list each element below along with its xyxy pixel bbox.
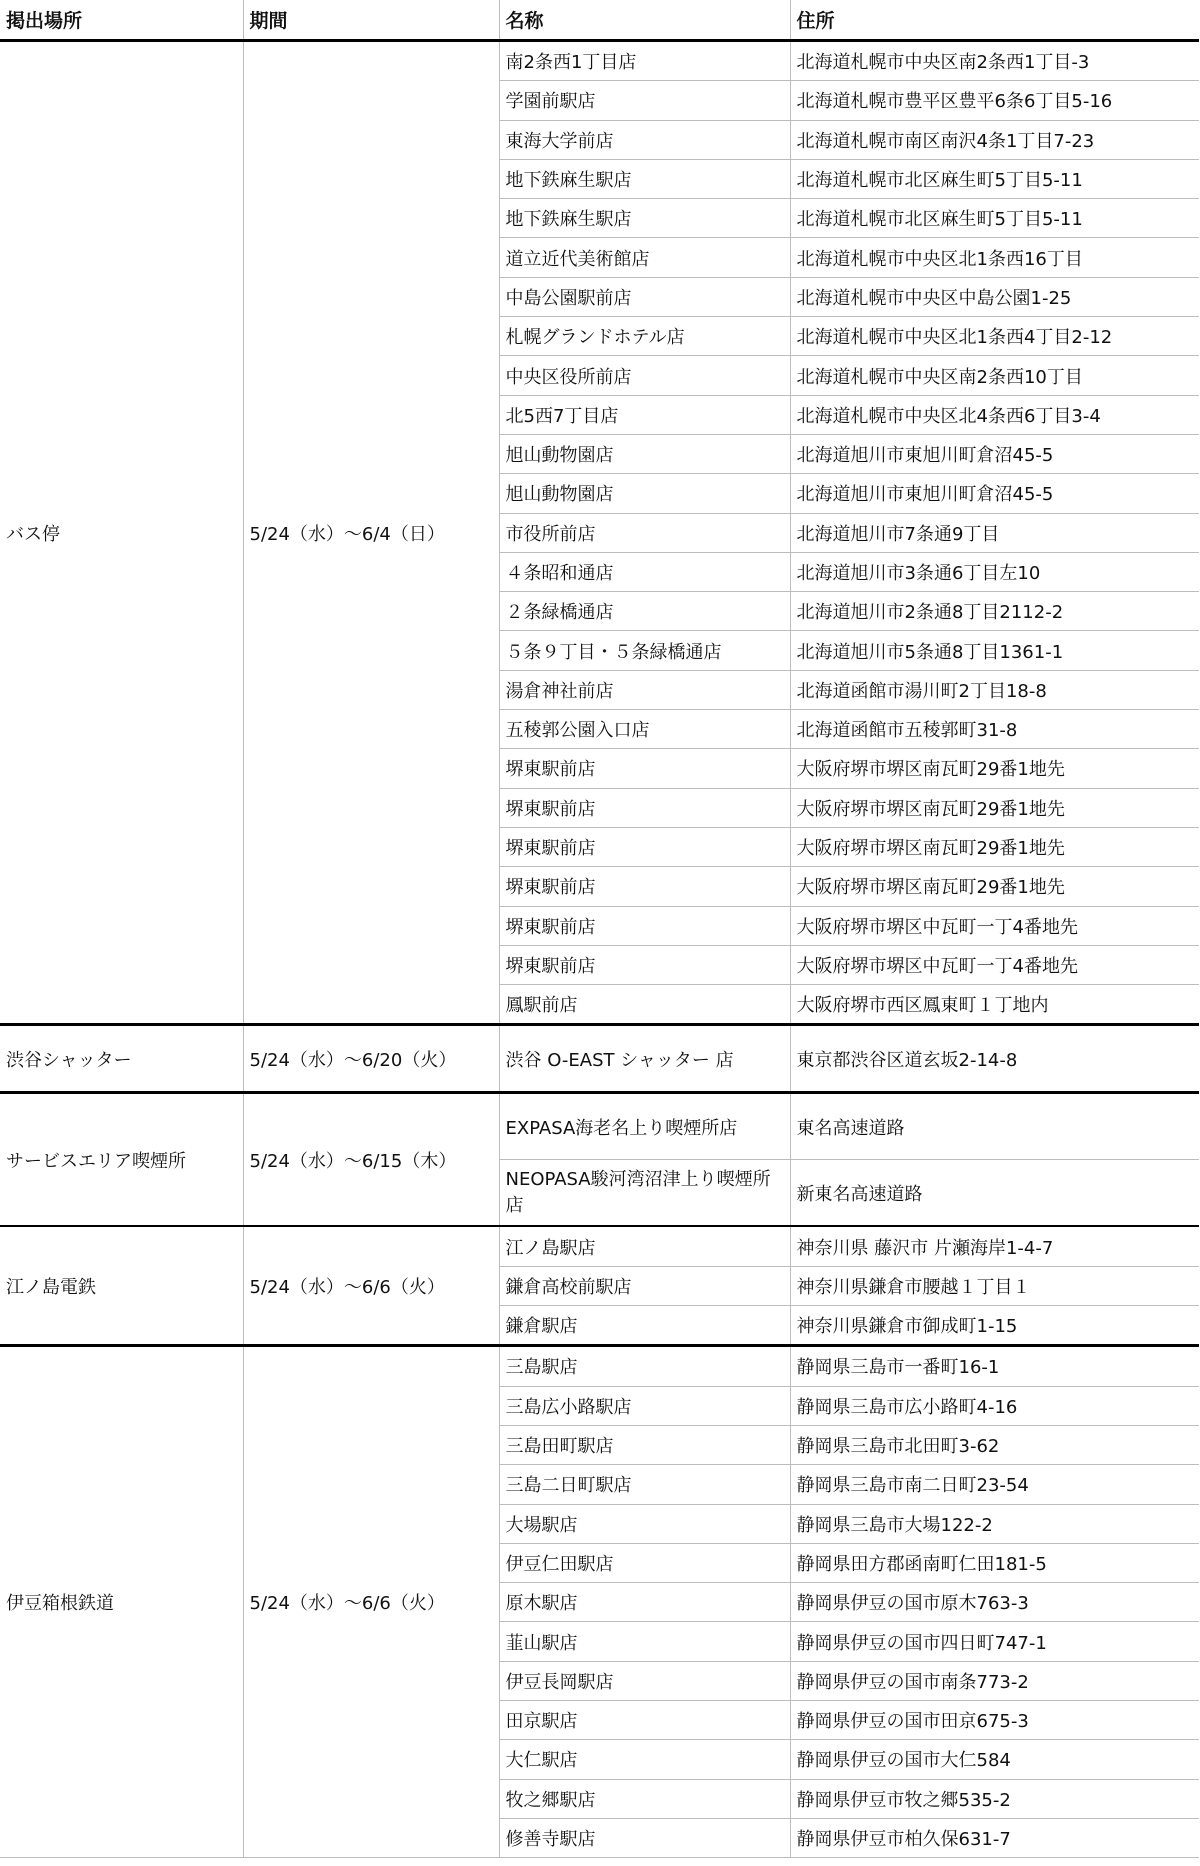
address-cell: 北海道旭川市5条通8丁目1361-1: [790, 631, 1199, 670]
address-cell: 大阪府堺市堺区中瓦町一丁4番地先: [790, 945, 1199, 984]
name-cell: 学園前駅店: [499, 81, 790, 120]
address-cell: 北海道旭川市2条通8丁目2112-2: [790, 592, 1199, 631]
location-cell: バス停: [0, 41, 243, 1025]
table-row: [0, 41, 1199, 81]
address-cell: 大阪府堺市堺区南瓦町29番1地先: [790, 827, 1199, 866]
period-cell: 5/24（水）～6/15（木）: [243, 1093, 499, 1227]
address-cell: 北海道旭川市東旭川町倉沼45-5: [790, 474, 1199, 513]
name-cell: EXPASA海老名上り喫煙所店: [499, 1093, 790, 1160]
address-cell: 北海道札幌市中央区南2条西1丁目-3: [790, 41, 1199, 81]
name-cell: NEOPASA駿河湾沼津上り喫煙所店: [499, 1160, 790, 1227]
address-cell: 神奈川県鎌倉市腰越１丁目１: [790, 1266, 1199, 1305]
name-cell: 堺東駅前店: [499, 867, 790, 906]
name-cell: 原木駅店: [499, 1583, 790, 1622]
address-cell: 静岡県三島市一番町16-1: [790, 1346, 1199, 1386]
period-cell: 5/24（水）～6/6（火）: [243, 1346, 499, 1858]
address-cell: 北海道札幌市豊平区豊平6条6丁目5-16: [790, 81, 1199, 120]
address-cell: 北海道札幌市南区南沢4条1丁目7-23: [790, 120, 1199, 159]
address-cell: 北海道札幌市中央区中島公園1-25: [790, 277, 1199, 316]
location-cell: 江ノ島電鉄: [0, 1226, 243, 1345]
name-cell: ２条緑橋通店: [499, 592, 790, 631]
name-cell: 鳳駅前店: [499, 985, 790, 1025]
address-cell: 北海道旭川市7条通9丁目: [790, 513, 1199, 552]
name-cell: 渋谷 O-EAST シャッター 店: [499, 1025, 790, 1093]
address-cell: 静岡県伊豆の国市南条773-2: [790, 1661, 1199, 1700]
name-cell: 鎌倉駅店: [499, 1306, 790, 1346]
address-cell: 東名高速道路: [790, 1093, 1199, 1160]
group-2: [0, 1093, 1199, 1227]
address-cell: 北海道札幌市中央区北1条西16丁目: [790, 238, 1199, 277]
address-cell: 静岡県三島市大場122-2: [790, 1504, 1199, 1543]
address-cell: 静岡県伊豆市牧之郷535-2: [790, 1779, 1199, 1818]
address-cell: 北海道札幌市北区麻生町5丁目5-11: [790, 159, 1199, 198]
address-cell: 静岡県三島市北田町3-62: [790, 1425, 1199, 1464]
name-cell: 田京駅店: [499, 1700, 790, 1739]
address-cell: 神奈川県 藤沢市 片瀬海岸1-4-7: [790, 1226, 1199, 1266]
name-cell: 地下鉄麻生駅店: [499, 199, 790, 238]
name-cell: 市役所前店: [499, 513, 790, 552]
period-cell: 5/24（水）～6/4（日）: [243, 41, 499, 1025]
name-cell: 伊豆長岡駅店: [499, 1661, 790, 1700]
period-cell: 5/24（水）～6/6（火）: [243, 1226, 499, 1345]
address-cell: 静岡県田方郡函南町仁田181-5: [790, 1543, 1199, 1582]
name-cell: 堺東駅前店: [499, 945, 790, 984]
table-row: [0, 1093, 1199, 1160]
name-cell: 牧之郷駅店: [499, 1779, 790, 1818]
address-cell: 静岡県伊豆の国市大仁584: [790, 1740, 1199, 1779]
name-cell: 江ノ島駅店: [499, 1226, 790, 1266]
name-cell: 韮山駅店: [499, 1622, 790, 1661]
address-cell: 北海道札幌市中央区北1条西4丁目2-12: [790, 317, 1199, 356]
table-row: [0, 1025, 1199, 1093]
name-cell: 札幌グランドホテル店: [499, 317, 790, 356]
address-cell: 静岡県伊豆市柏久保631-7: [790, 1818, 1199, 1857]
address-cell: 新東名高速道路: [790, 1160, 1199, 1227]
address-cell: 静岡県伊豆の国市原木763-3: [790, 1583, 1199, 1622]
address-cell: 静岡県伊豆の国市四日町747-1: [790, 1622, 1199, 1661]
address-cell: 北海道札幌市中央区北4条西6丁目3-4: [790, 395, 1199, 434]
name-cell: 大場駅店: [499, 1504, 790, 1543]
name-cell: 東海大学前店: [499, 120, 790, 159]
address-cell: 静岡県三島市南二日町23-54: [790, 1465, 1199, 1504]
address-cell: 大阪府堺市堺区中瓦町一丁4番地先: [790, 906, 1199, 945]
header-name: 名称: [499, 0, 790, 41]
name-cell: 堺東駅前店: [499, 906, 790, 945]
address-cell: 大阪府堺市堺区南瓦町29番1地先: [790, 867, 1199, 906]
address-cell: 北海道函館市五稜郭町31-8: [790, 710, 1199, 749]
name-cell: 北5西7丁目店: [499, 395, 790, 434]
location-cell: サービスエリア喫煙所: [0, 1093, 243, 1227]
name-cell: 道立近代美術館店: [499, 238, 790, 277]
name-cell: 堺東駅前店: [499, 788, 790, 827]
name-cell: 五稜郭公園入口店: [499, 710, 790, 749]
address-cell: 北海道函館市湯川町2丁目18-8: [790, 670, 1199, 709]
address-cell: 北海道札幌市北区麻生町5丁目5-11: [790, 199, 1199, 238]
name-cell: ５条９丁目・５条緑橋通店: [499, 631, 790, 670]
address-cell: 静岡県伊豆の国市田京675-3: [790, 1700, 1199, 1739]
address-cell: 神奈川県鎌倉市御成町1-15: [790, 1306, 1199, 1346]
name-cell: 伊豆仁田駅店: [499, 1543, 790, 1582]
address-cell: 北海道旭川市東旭川町倉沼45-5: [790, 434, 1199, 473]
address-cell: 東京都渋谷区道玄坂2-14-8: [790, 1025, 1199, 1093]
address-cell: 大阪府堺市堺区南瓦町29番1地先: [790, 749, 1199, 788]
address-cell: 静岡県三島市広小路町4-16: [790, 1386, 1199, 1425]
name-cell: 堺東駅前店: [499, 827, 790, 866]
table-row: [0, 1226, 1199, 1266]
period-cell: 5/24（水）～6/20（火）: [243, 1025, 499, 1093]
header-period: 期間: [243, 0, 499, 41]
name-cell: 中島公園駅前店: [499, 277, 790, 316]
name-cell: 地下鉄麻生駅店: [499, 159, 790, 198]
name-cell: ４条昭和通店: [499, 552, 790, 591]
name-cell: 堺東駅前店: [499, 749, 790, 788]
address-cell: 北海道札幌市中央区南2条西10丁目: [790, 356, 1199, 395]
address-cell: 大阪府堺市西区鳳東町１丁地内: [790, 985, 1199, 1025]
name-cell: 三島駅店: [499, 1346, 790, 1386]
header-row: [0, 0, 1199, 41]
name-cell: 三島二日町駅店: [499, 1465, 790, 1504]
name-cell: 旭山動物園店: [499, 434, 790, 473]
address-cell: 北海道旭川市3条通6丁目左10: [790, 552, 1199, 591]
name-cell: 湯倉神社前店: [499, 670, 790, 709]
name-cell: 三島田町駅店: [499, 1425, 790, 1464]
table-row: [0, 1346, 1199, 1386]
name-cell: 三島広小路駅店: [499, 1386, 790, 1425]
group-1: [0, 1025, 1199, 1093]
location-cell: 渋谷シャッター: [0, 1025, 243, 1093]
location-cell: 伊豆箱根鉄道: [0, 1346, 243, 1858]
name-cell: 旭山動物園店: [499, 474, 790, 513]
group-0: [0, 41, 1199, 1025]
address-cell: 大阪府堺市堺区南瓦町29番1地先: [790, 788, 1199, 827]
header-location: 掲出場所: [0, 0, 243, 41]
name-cell: 修善寺駅店: [499, 1818, 790, 1857]
name-cell: 中央区役所前店: [499, 356, 790, 395]
header-address: 住所: [790, 0, 1199, 41]
group-4: [0, 1346, 1199, 1858]
name-cell: 大仁駅店: [499, 1740, 790, 1779]
group-3: [0, 1226, 1199, 1345]
name-cell: 鎌倉高校前駅店: [499, 1266, 790, 1305]
name-cell: 南2条西1丁目店: [499, 41, 790, 81]
